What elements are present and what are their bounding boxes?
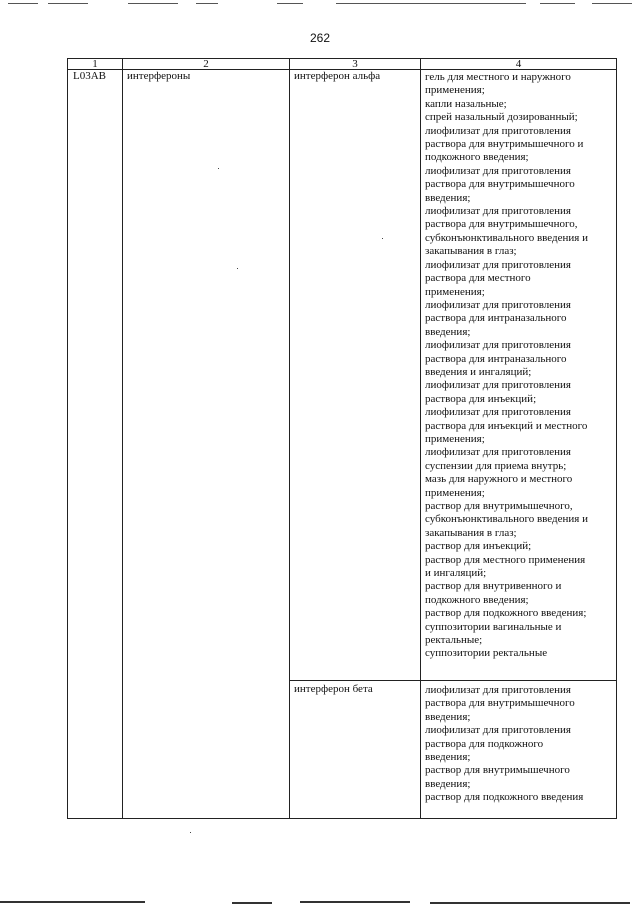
dosage-form-line: лиофилизат для приготовления [425,258,571,271]
dosage-form-line: мазь для наружного и местного [425,473,573,486]
dosage-form-line: закапывания в глаз; [425,526,517,539]
drug-name: интерферон бета [294,683,373,695]
dosage-form-line: подкожного введения; [425,151,529,164]
dosage-form-line: лиофилизат для приготовления [425,379,571,392]
dosage-form-line: введения; [425,710,471,723]
dosage-form-line: лиофилизат для приготовления [425,684,571,696]
atc-code: L03AB [73,70,106,82]
dosage-form-line: введения; [425,325,471,338]
dosage-form-line: раствора для внутримышечного [425,697,575,710]
scan-speck [382,238,383,239]
drug-name-cell [290,681,421,819]
dosage-form-line: раствора для внутримышечного и [425,138,584,151]
scan-speck [237,268,238,269]
dosage-form-line: спрей назальный дозированный; [425,111,578,124]
dosage-form-line: лиофилизат для приготовления [425,205,571,218]
column-header-1: 1 [68,59,123,70]
dosage-form-line: раствора для инъекций; [425,392,537,405]
dosage-form-line: раствора для инъекций и местного [425,419,588,432]
atc-code-cell [68,70,123,819]
dosage-form-line: раствора для местного [425,272,531,285]
pharmacological-group-cell [123,70,290,819]
dosage-form-line: лиофилизат для приготовления [425,298,571,311]
dosage-form-line: введения; [425,751,471,764]
dosage-form-line: применения; [425,432,485,445]
dosage-forms-list [425,683,612,805]
drug-table [67,58,617,819]
dosage-form-line: субконъюнктивального введения и [425,513,588,526]
dosage-form-line: раствор для инъекций; [425,540,532,553]
dosage-form-line: раствор для местного применения [425,553,586,566]
scan-speck [190,832,191,833]
dosage-form-line: лиофилизат для приготовления [425,406,571,419]
dosage-form-line: раствора для внутримышечного [425,178,575,191]
dosage-form-line: раствор для подкожного введения; [425,607,587,620]
dosage-form-line: суспензии для приема внутрь; [425,459,567,472]
dosage-form-line: субконъюнктивального введения и [425,231,588,244]
dosage-form-line: капли назальные; [425,97,507,110]
dosage-form-line: суппозитории ректальные [425,647,548,660]
dosage-form-line: раствора для интраназального [425,352,567,365]
dosage-form-line: подкожного введения; [425,593,529,606]
drug-name-cell [290,70,421,681]
dosage-form-line: раствор для внутримышечного [425,764,570,777]
dosage-form-line: применения; [425,486,485,499]
dosage-form-line: раствор для подкожного введения [425,791,584,804]
dosage-form-line: ректальные; [425,634,483,647]
dosage-forms-list [425,70,612,661]
dosage-form-line: лиофилизат для приготовления [425,164,571,177]
dosage-form-line: лиофилизат для приготовления [425,339,571,352]
dosage-form-line: применения; [425,84,485,97]
dosage-form-line: закапывания в глаз; [425,245,517,258]
dosage-form-line: раствора для внутримышечного, [425,218,578,231]
dosage-forms-cell [421,70,617,681]
dosage-form-line: раствора для подкожного [425,737,544,750]
dosage-form-line: раствора для интраназального [425,312,567,325]
dosage-form-line: введения; [425,191,471,204]
dosage-forms-cell [421,681,617,819]
dosage-form-line: лиофилизат для приготовления [425,724,571,737]
dosage-form-line: применения; [425,285,485,298]
pharmacological-group: интерфероны [127,70,191,82]
table-row [68,70,617,681]
column-header-3: 3 [290,59,421,70]
dosage-form-line: лиофилизат для приготовления [425,446,571,459]
dosage-form-line: введения и ингаляций; [425,365,532,378]
dosage-form-line: раствор для внутривенного и [425,580,562,593]
table-header-row [68,59,617,70]
dosage-form-line: раствор для внутримышечного, [425,500,573,512]
scan-speck [218,168,219,169]
dosage-form-line: суппозитории вагинальные и [425,620,562,633]
column-header-4: 4 [421,59,617,70]
dosage-form-line: и ингаляций; [425,567,487,580]
column-header-2: 2 [123,59,290,70]
dosage-form-line: гель для местного и наружного [425,71,571,83]
scan-artifact-top [0,0,640,12]
page-number: 262 [309,31,331,45]
dosage-form-line: лиофилизат для приготовления [425,124,571,137]
scan-artifact-bottom [0,895,640,905]
drug-name: интерферон альфа [294,70,381,82]
dosage-form-line: введения; [425,777,471,790]
